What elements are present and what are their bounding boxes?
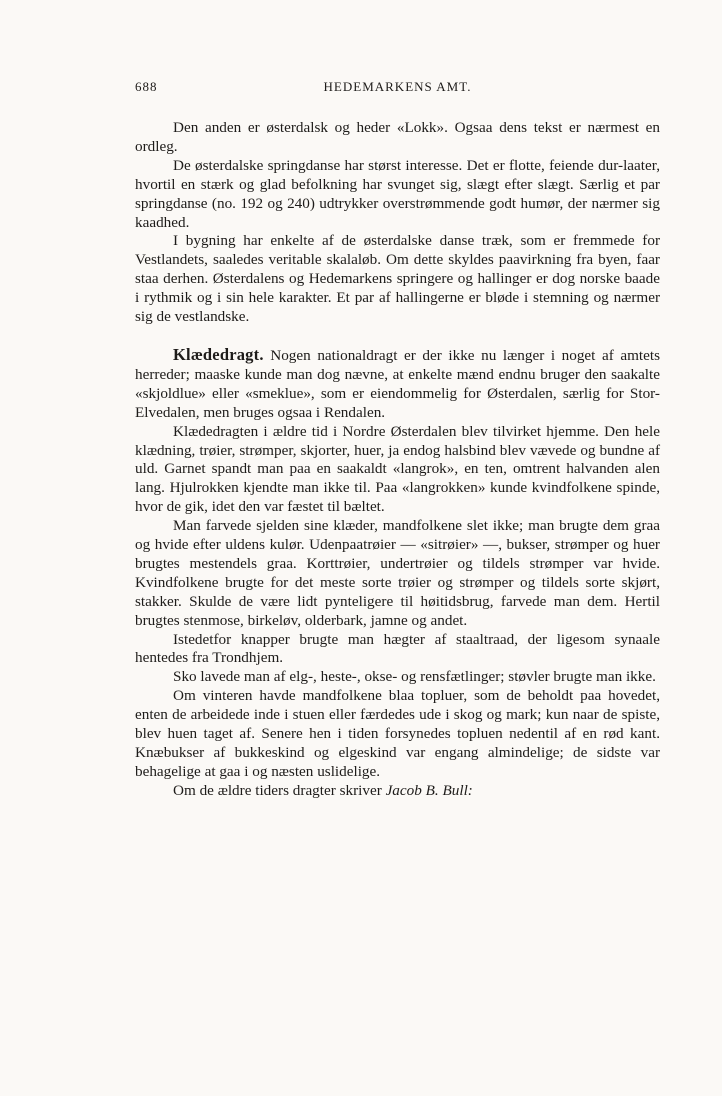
paragraph-5: Klædedragten i ældre tid i Nordre Østerdalen blev tilvirket hjemme. Den hele klædning, trøier, strømper, skjorter, huer, ja endog halsbind blev vævede og bundne af uld. Garnet spandt man paa en saakaldt «langrok», en ten, omtrent halvanden alen lang. Hjulrokken kjendte man ikke til. Paa «langrokken» kunde kvindfolkene spinde, hvor de gik, idet den var fæstet til bæltet.: [135, 422, 660, 516]
paragraph-8: Sko lavede man af elg-, heste-, okse- og rensfætlinger; støvler brugte man ikke.: [173, 668, 656, 686]
section-heading: Klædedragt.: [173, 344, 264, 364]
paragraph-10-text: Om de ældre tiders dragter skriver: [173, 781, 382, 799]
paragraph-3: I bygning har enkelte af de østerdalske danse træk, som er fremmede for Vestlandets, saaledes veritable skalaløb. Om dette skyldes paavirkning fra byen, faar staa derhen. Østerdalens og Hedemarkens springere og hallinger er dog norske baade i rythmik og i sin hele karakter. Et par af hallingerne er bløde i stemning og nærmer sig de vestlandske.: [135, 232, 660, 326]
paragraph-6: Man farvede sjelden sine klæder, mandfolkene slet ikke; man brugte dem graa og hvide efter uldens kulør. Udenpaatrøier — «sitrøier» —, bukser, strømper og huer brugtes mestendels graa. Korttrøier, undertrøier og tildels strømper var hvide. Kvindfolkene brugte for det meste sorte trøier og strømper og tildels sorte skjørt, stakker. Skulde de være lidt pynteligere til høitidsbrug, farvede man dem. Hertil brugtes stenmose, birkeløv, olderbark, jamne og andet.: [135, 517, 660, 629]
paragraph-4: [135, 346, 660, 423]
paragraph-1: Den anden er østerdalsk og heder «Lokk». Ogsaa dens tekst er nærmest en ordleg.: [135, 119, 660, 155]
page-number: 688: [135, 79, 158, 94]
paragraph-10: [135, 782, 660, 801]
author-name: Jacob B. Bull:: [385, 781, 473, 799]
paragraph-2: De østerdalske springdanse har størst interesse. Det er flotte, feiende dur-laater, hvortil en stærk og glad befolkning har svunget sig, slægt efter slægt. Særlig et par springdanse (no. 192 og 240) udtrykker overstrømmende godt humør, der nærmer sig kaadhed.: [135, 156, 660, 231]
paragraph-4-text: Nogen nationaldragt er der ikke nu længer i noget af amtets herreder; maaske kunde man dog nævne, at enkelte mænd endnu bruger den saakalte «skjoldlue» eller «smeklue», som er eiendommelig for Østerdalen, særlig for Stor-Elvedalen, men bruges ogsaa i Rendalen.: [135, 346, 661, 421]
paragraph-7: Istedetfor knapper brugte man hægter af staaltraad, der ligesom synaale hentedes fra Trondhjem.: [135, 630, 660, 667]
body-text: [135, 119, 660, 801]
page-header: [135, 79, 660, 99]
paragraph-9: Om vinteren havde mandfolkene blaa topluer, som de beholdt paa hovedet, enten de arbeidede inde i stuen eller færdedes ude i skog og mark; kun naar de spiste, blev huen taget af. Senere hen i tiden forsynedes topluen nedentil af en rød kant. Knæbukser af bukkeskind og elgeskind var engang almindelige; de sidste var behagelige at gaa i og næsten uslidelige.: [135, 687, 660, 780]
running-head: HEDEMARKENS AMT.: [323, 79, 472, 94]
